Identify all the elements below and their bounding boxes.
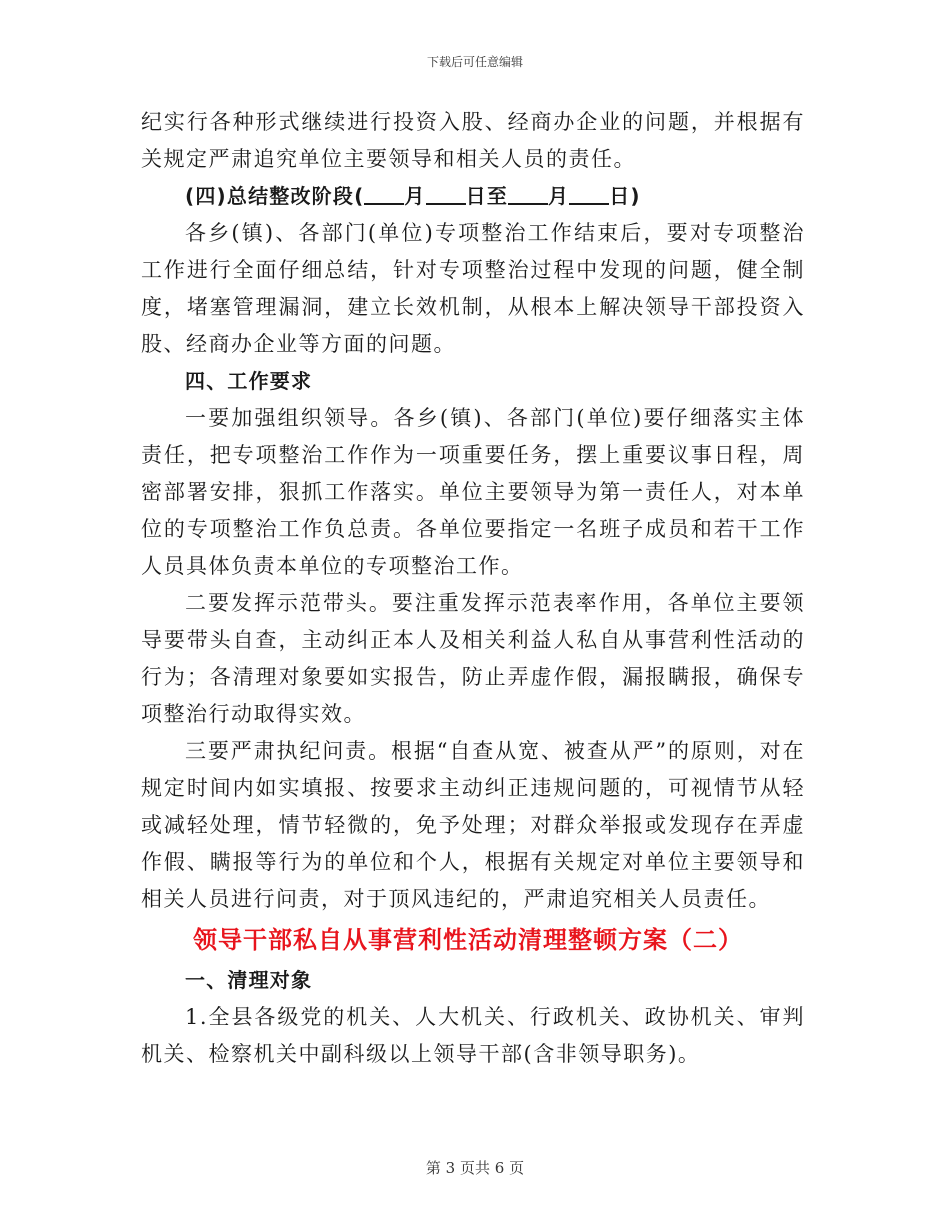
phase4-day1: 日至 [465,184,509,208]
paragraph: 一要加强组织领导。各乡(镇)、各部门(单位)要仔细落实主体责任，把专项整治工作作为一项重要任务，摆上重要议事日程，周密部署安排，狠抓工作落实。单位主要领导为第一责任人，对本单位的专项整治工作负总责。各单位要指定一名班子成员和若干工作人员具体负责本单位的专项整治工作。 [141,406,805,578]
phase4-heading [141,178,805,215]
phase4-day2: 日) [609,184,641,208]
document-title: 领导干部私自从事营利性活动清理整顿方案（二） [193,926,743,954]
paragraph: 纪实行各种形式继续进行投资入股、经商办企业的问题，并根据有关规定严肃追究单位主要领导和相关人员的责任。 [141,110,805,171]
paragraph: 1.全县各级党的机关、人大机关、行政机关、政协机关、审判机关、检察机关中副科级以上领导干部(含非领导职务)。 [141,1005,805,1066]
phase4-prefix: (四)总结整改阶段( [185,184,365,208]
section-heading: 四、工作要求 [185,369,313,393]
paragraph: 二要发挥示范带头。要注重发挥示范表率作用，各单位主要领导要带头自查，主动纠正本人及相关利益人私自从事营利性活动的行为；各清理对象要如实报告，防止弄虚作假，漏报瞒报，确保专项整治行动取得实效。 [141,591,805,726]
paragraph: 三要严肃执纪问责。根据“自查从宽、被查从严”的原则，对在规定时间内如实填报、按要求主动纠正违规问题的，可视情节从轻或减轻处理，情节轻微的，免予处理；对群众举报或发现存在弄虚作假、瞒报等行为的单位和个人，根据有关规定对单位主要领导和相关人员进行问责，对于顶风违纪的，严肃追究相关人员责任。 [141,739,805,911]
blank-field [364,183,404,205]
phase4-month1: 月 [404,184,426,208]
blank-field [569,183,609,205]
document-body [141,104,805,1073]
paragraph: 各乡(镇)、各部门(单位)专项整治工作结束后，要对专项整治工作进行全面仔细总结，针对专项整治过程中发现的问题，健全制度，堵塞管理漏洞，建立长效机制，从根本上解决领导干部投资入股、经商办企业等方面的问题。 [141,221,805,356]
phase4-month2: 月 [548,184,570,208]
blank-field [508,183,548,205]
section-heading: 一、清理对象 [185,968,313,992]
page-footer: 第 3 页共 6 页 [425,1159,525,1177]
page-header: 下载后可任意编辑 [426,55,523,69]
blank-field [426,183,466,205]
